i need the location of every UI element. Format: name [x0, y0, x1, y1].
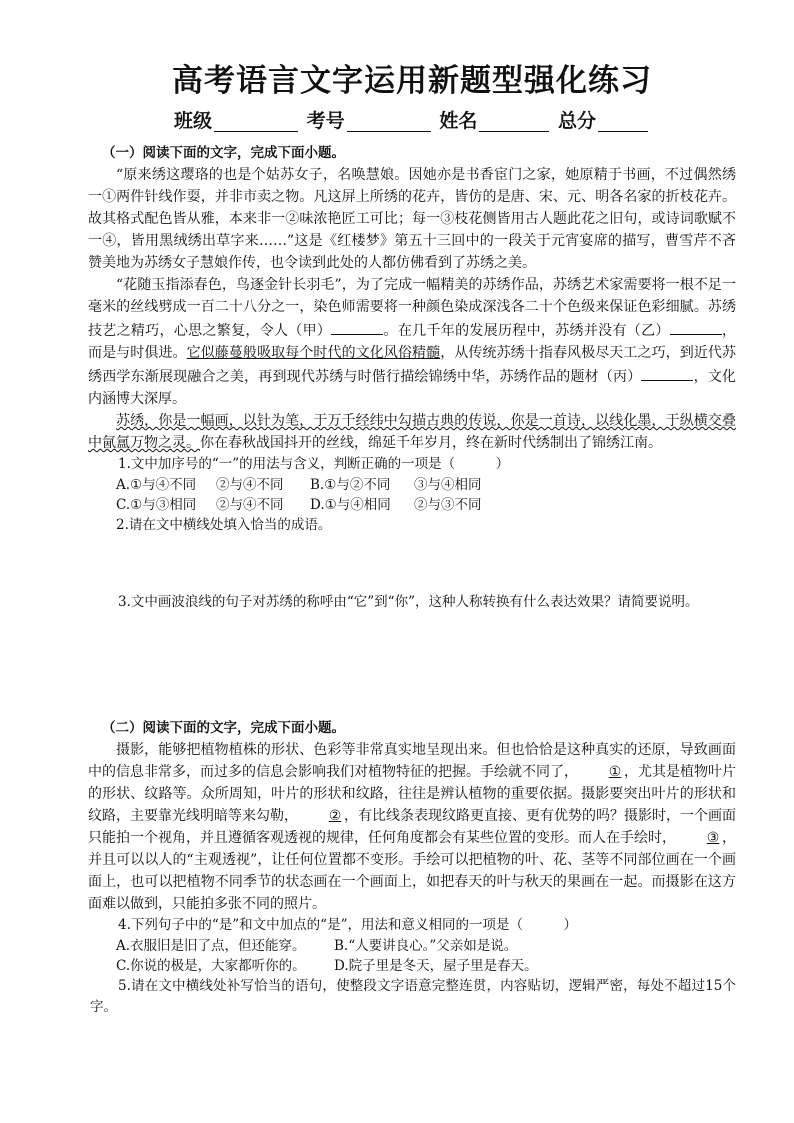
page-title: 高考语言文字运用新题型强化练习	[172, 63, 652, 99]
underlined-sentence: 它似藤蔓般吸取每个时代的文化风俗精髓	[186, 345, 441, 361]
answer-area-2[interactable]	[88, 536, 736, 592]
exam-no-blank[interactable]	[347, 111, 431, 132]
section2-heading: （二）阅读下面的文字，完成下面小题。	[102, 720, 345, 736]
blank-2[interactable]: ②	[328, 808, 342, 824]
blank-yi[interactable]	[670, 318, 722, 335]
q4-option-a[interactable]: A.衣服旧是旧了点，但还能穿。	[116, 938, 306, 954]
name-blank[interactable]	[479, 111, 549, 132]
exam-no-label: 考号	[306, 110, 345, 132]
worksheet-page	[88, 58, 736, 1018]
section2-paragraph-1	[88, 739, 736, 915]
question-1-options-row-2	[88, 495, 736, 515]
option-b-2: ③与④相同	[414, 477, 482, 493]
option-c-2: ②与④不同	[216, 497, 284, 513]
blank-3[interactable]: ③	[706, 830, 720, 846]
name-label: 姓名	[439, 110, 478, 132]
p2-text-f: ，文化内涵博大深厚。	[88, 369, 737, 407]
question-2: 2.请在文中横线处填入恰当的成语。	[116, 517, 332, 533]
p2-text-b: 。在几千年的发展历程中，苏绣并没有（乙）	[383, 323, 670, 339]
p3-text-b: 你在春秋战国抖开的丝线，绵延千年岁月，终在新时代绣制出了锦绣江南。	[200, 435, 662, 451]
s2-text-d: ，并且可以以人的“主观透视”，让任何位置都不变形。手绘可以把植物的叶、花、茎等不同部位画在一个画面上，也可以把植物不同季节的状态画在一个画面上，如把春天的叶与秋天的果画在一起。而摄影在这方面难以做到，只能拍多张不同的照片。	[88, 830, 736, 912]
class-blank[interactable]	[214, 111, 298, 132]
s2-text-a: 摄影，能够把植物植株的形状、色彩等非常真实地呈现出来。但也恰恰是这种真实的还原，导致画面中的信息非常多，而过多的信息会影响我们对植物特征的把握。手绘就不同了，	[88, 742, 736, 780]
section1-paragraph-3	[88, 410, 736, 454]
option-b[interactable]: B.①与②不同	[310, 477, 391, 493]
blank-jia[interactable]	[331, 318, 383, 335]
student-info-row	[88, 106, 736, 136]
p2-text-c: ，而是与时俱进。	[88, 323, 737, 361]
option-a-2: ②与④不同	[216, 477, 284, 493]
option-d[interactable]: D.①与④相同	[310, 497, 391, 513]
p2-text-e: ，从传统苏绣十指春风极尽天工之巧，到近代苏绣西学东渐展现融合之美，再到现代苏绣与时偕行描绘锦绣中华，苏绣作品的题材（丙）	[88, 345, 737, 385]
q4-option-b[interactable]: B.“人要讲良心。”父亲如是说。	[334, 938, 518, 954]
option-c[interactable]: C.①与③相同	[116, 497, 197, 513]
question-4: 4.下列句子中的“是”和文中加点的“是”，用法和意义相同的一项是（ ）	[118, 917, 577, 933]
answer-area-3[interactable]	[88, 613, 736, 711]
score-label: 总分	[557, 110, 596, 132]
blank-1[interactable]: ①	[608, 764, 622, 780]
p2-text-a: “花随玉指添春色，鸟逐金针长羽毛”，为了完成一幅精美的苏绣作品，苏绣艺术家需要将一根不足一毫米的丝线劈成一百二十八分之一，染色师需要将一种颜色染成深浅各二十个色级来保证色彩细腻。苏绣技艺之精巧，心思之繁复，令人（甲）	[88, 277, 736, 339]
score-blank[interactable]	[598, 111, 648, 132]
question-4-options-row-2	[88, 956, 736, 976]
question-3: 3.文中画波浪线的句子对苏绣的称呼由“它”到“你”，这种人称转换有什么表达效果？请简要说明。	[118, 594, 699, 610]
section1-heading: （一）阅读下面的文字，完成下面小题。	[102, 145, 345, 161]
blank-bing[interactable]	[641, 364, 693, 381]
s2-text-b: ，尤其是植物叶片的形状、纹路等。众所周知，叶片的形状和纹路，往往是辨认植物的重要依据。摄影要突出叶片的形状和纹路，主要靠光线明暗等来勾勒，	[88, 764, 736, 824]
section1-paragraph-2	[88, 274, 736, 410]
question-4-options-row-1	[88, 936, 736, 956]
q4-option-c[interactable]: C.你说的极是，大家都听你的。	[116, 958, 306, 974]
question-1-options-row-1	[88, 475, 736, 495]
class-label: 班级	[174, 110, 213, 132]
section1-paragraph-1: “原来绣这璎珞的也是个姑苏女子，名唤慧娘。因她亦是书香宦门之家，她原精于书画，不过偶然绣一①两件针线作耍，并非市卖之物。凡这屏上所绣的花卉，皆仿的是唐、宋、元、明各名家的折枝花卉。故其格式配色皆从雅，本来非一②味浓艳匠工可比；每一③枝花侧皆用古人题此花之旧句，或诗词歌赋不一④，皆用黑绒绣出草字来……”这是《红楼梦》第五十三回中的一段关于元宵宴席的描写，曹雪芹不吝赞美地为苏绣女子慧娘作传，也令读到此处的人都仿佛看到了苏绣之美。	[88, 167, 736, 271]
question-1: 1.文中加序号的“一”的用法与含义，判断正确的一项是（ ）	[118, 456, 510, 472]
option-a[interactable]: A.①与④不同	[116, 477, 197, 493]
option-d-2: ②与③不同	[414, 497, 482, 513]
q4-option-d[interactable]: D.院子里是冬天，屋子里是春天。	[334, 958, 538, 974]
s2-text-c: ，有比线条表现纹路更直接、更有优势的吗？摄影时，一个画面只能拍一个视角，并且遵循客观透视的规律，任何角度都会有某些位置的变形。而人在手绘时，	[88, 808, 736, 846]
question-5: 5.请在文中横线处补写恰当的语句，使整段文字语意完整连贯，内容贴切，逻辑严密，每处不超过15个字。	[90, 978, 736, 1015]
wavy-underlined-sentence: 苏绣，你是一幅画，以针为笔，于万千经纬中勾描古典的传说，你是一首诗，以线化墨，于纵横交叠中氤氲万物之灵。	[88, 413, 736, 451]
